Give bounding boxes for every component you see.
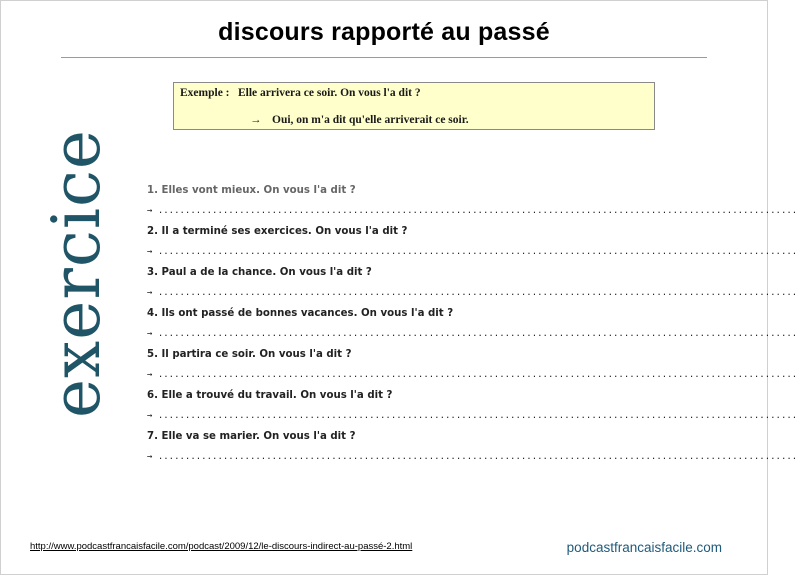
exercise-question: 3. Paul a de la chance. On vous l'a dit ? <box>147 267 372 278</box>
answer-line[interactable]: → ...................................................................................................................... <box>147 329 797 339</box>
answer-line[interactable]: → ...................................................................................................................... <box>147 288 797 298</box>
arrow-icon: → <box>250 114 262 126</box>
answer-line[interactable]: → ...................................................................................................................... <box>147 247 797 257</box>
exercise-question: 2. Il a terminé ses exercices. On vous l'a dit ? <box>147 226 408 237</box>
brand-logo-text: podcastfrancaisfacile.com <box>566 540 722 555</box>
exercise-question: 5. Il partira ce soir. On vous l'a dit ? <box>147 349 352 360</box>
exercise-question: 4. Ils ont passé de bonnes vacances. On vous l'a dit ? <box>147 308 454 319</box>
example-sentence: Elle arrivera ce soir. On vous l'a dit ? <box>238 87 421 99</box>
page-title: discours rapporté au passé <box>218 18 550 46</box>
side-word-exercice: exercice <box>38 129 115 418</box>
answer-line[interactable]: → ...................................................................................................................... <box>147 206 797 216</box>
exercise-question: 1. Elles vont mieux. On vous l'a dit ? <box>147 185 356 196</box>
example-label: Exemple : <box>180 87 230 99</box>
example-answer: Oui, on m'a dit qu'elle arriverait ce soir. <box>272 114 469 126</box>
example-answer-line <box>250 114 469 126</box>
answer-line[interactable]: → ...................................................................................................................... <box>147 452 797 462</box>
answer-line[interactable]: → ...................................................................................................................... <box>147 411 797 421</box>
exercise-list <box>147 181 797 468</box>
source-link[interactable]: http://www.podcastfrancaisfacile.com/podcast/2009/12/le-discours-indirect-au-passé-2.html <box>30 541 413 552</box>
title-divider <box>61 57 707 58</box>
example-box <box>173 82 655 130</box>
answer-line[interactable]: → ...................................................................................................................... <box>147 370 797 380</box>
example-sentence-line <box>180 87 421 99</box>
exercise-question: 7. Elle va se marier. On vous l'a dit ? <box>147 431 356 442</box>
exercise-question: 6. Elle a trouvé du travail. On vous l'a dit ? <box>147 390 393 401</box>
